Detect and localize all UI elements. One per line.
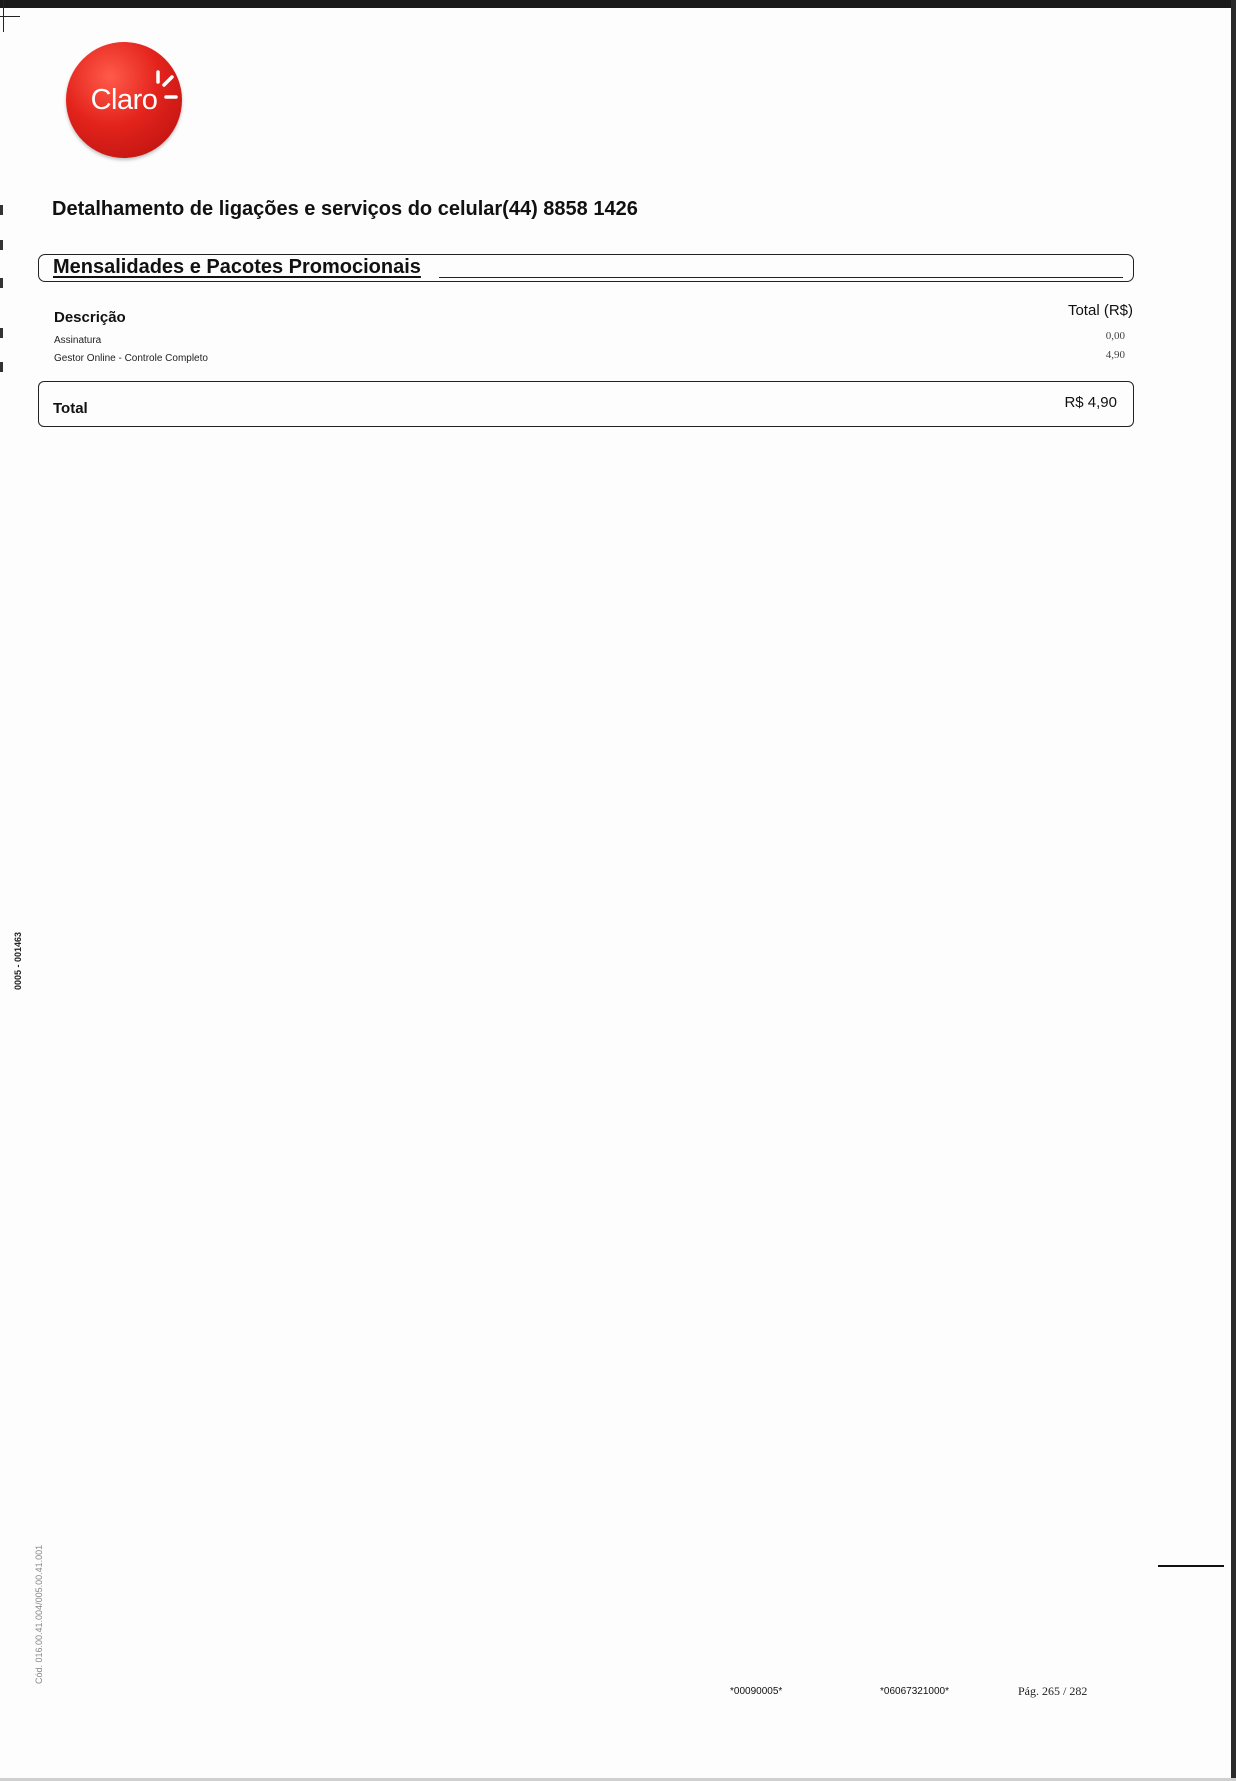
line-item-description: Assinatura xyxy=(54,335,102,346)
column-header-total: Total (R$) xyxy=(1067,302,1133,319)
scan-top-border xyxy=(0,0,1236,8)
section-header xyxy=(38,254,1134,282)
column-header-description: Descrição xyxy=(54,309,126,326)
side-document-code: Cód. 016.00.41.004/005.00.41.001 xyxy=(34,1544,44,1684)
footer-code: *06067321000* xyxy=(880,1686,949,1697)
section-rule xyxy=(439,277,1123,278)
line-item-description: Gestor Online - Controle Completo xyxy=(54,353,208,364)
line-item-value: 0,00 xyxy=(1105,330,1125,342)
page-title: Detalhamento de ligações e serviços do celular(44) 8858 1426 xyxy=(52,198,638,220)
claro-logo xyxy=(66,42,182,158)
total-row xyxy=(38,381,1134,427)
page-number: Pág. 265 / 282 xyxy=(1018,1684,1088,1698)
side-batch-code: 0005 - 001463 xyxy=(13,931,23,990)
edge-tick xyxy=(0,205,3,215)
total-value: R$ 4,90 xyxy=(1064,394,1117,411)
edge-tick xyxy=(0,362,3,372)
footer-code: *00090005* xyxy=(730,1686,783,1697)
fold-mark xyxy=(1158,1565,1224,1567)
crop-mark xyxy=(0,16,20,17)
total-label: Total xyxy=(53,400,88,417)
logo-rays-icon xyxy=(66,42,182,158)
logo-wordmark: Claro xyxy=(90,84,158,116)
section-title: Mensalidades e Pacotes Promocionais xyxy=(53,256,421,278)
scan-right-border xyxy=(1231,0,1236,1781)
line-item-value: 4,90 xyxy=(1105,349,1125,361)
edge-tick xyxy=(0,328,3,338)
edge-tick xyxy=(0,240,3,250)
edge-tick xyxy=(0,278,3,288)
